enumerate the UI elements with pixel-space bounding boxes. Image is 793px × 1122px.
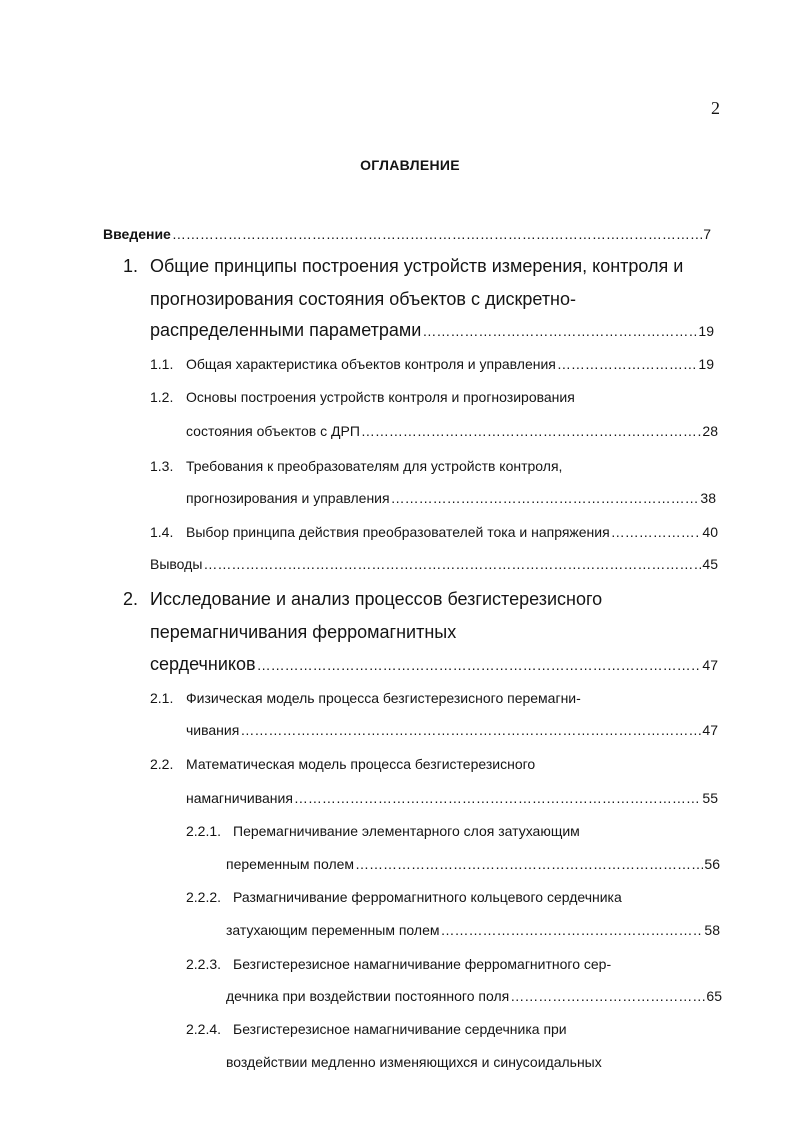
toc-entry-1-2[interactable] bbox=[186, 423, 718, 439]
toc-entry-conclusions[interactable] bbox=[150, 556, 718, 572]
dot-leader bbox=[361, 423, 702, 439]
toc-chapter-number: 1. bbox=[123, 256, 139, 276]
toc-subsection-number: 2.2.2. bbox=[186, 889, 222, 905]
toc-section-number: 1.4. bbox=[150, 524, 174, 540]
toc-chapter-number: 2. bbox=[123, 589, 139, 609]
toc-entry-line[interactable]: Безгистерезисное намагничивание сердечника при bbox=[233, 1021, 567, 1037]
toc-entry-label: Выбор принципа действия преобразователей тока и напряжения bbox=[186, 524, 610, 540]
toc-page-number: 40 bbox=[702, 524, 718, 540]
toc-entry-label: чивания bbox=[186, 722, 240, 738]
toc-entry-line[interactable]: Физическая модель процесса безгистерезисного перемагни- bbox=[186, 690, 581, 706]
toc-entry-line[interactable]: Требования к преобразователям для устройств контроля, bbox=[186, 458, 563, 474]
toc-page-number: 55 bbox=[702, 790, 718, 806]
toc-entry-label: затухающим переменным полем bbox=[226, 922, 440, 938]
dot-leader bbox=[355, 856, 703, 872]
toc-page-number: 19 bbox=[698, 356, 714, 372]
toc-subsection-number: 2.2.3. bbox=[186, 956, 222, 972]
dot-leader bbox=[240, 722, 701, 738]
toc-entry-chapter-2[interactable] bbox=[150, 654, 718, 675]
toc-chapter-line[interactable]: Исследование и анализ процессов безгистерезисного bbox=[150, 589, 603, 609]
toc-subsection-number: 2.2.1. bbox=[186, 823, 222, 839]
toc-entry-1-4[interactable] bbox=[186, 524, 718, 540]
toc-entry-label: дечника при воздействии постоянного поля bbox=[226, 988, 510, 1004]
toc-entry-1-3[interactable] bbox=[186, 490, 716, 506]
toc-entry-label: состояния объектов с ДРП bbox=[186, 423, 360, 439]
toc-section-number: 1.1. bbox=[150, 356, 174, 372]
dot-leader bbox=[510, 988, 705, 1004]
dot-leader bbox=[557, 356, 698, 372]
toc-page-number: 7 bbox=[703, 226, 711, 242]
toc-section-number: 1.3. bbox=[150, 458, 174, 474]
dot-leader bbox=[203, 556, 701, 572]
toc-page-number: 45 bbox=[702, 556, 718, 572]
toc-entry-label: намагничивания bbox=[186, 790, 293, 806]
toc-entry-label: прогнозирования и управления bbox=[186, 490, 390, 506]
toc-page-number: 56 bbox=[704, 856, 720, 872]
toc-entry-line[interactable]: Безгистерезисное намагничивание ферромагнитного сер- bbox=[233, 956, 612, 972]
toc-entry-chapter-1[interactable] bbox=[150, 320, 714, 341]
toc-section-number: 2.1. bbox=[150, 690, 174, 706]
toc-entry-line[interactable]: Математическая модель процесса безгистерезисного bbox=[186, 756, 536, 772]
toc-page-number: 28 bbox=[702, 423, 718, 439]
toc-entry-introduction[interactable] bbox=[103, 226, 711, 242]
toc-section-number: 2.2. bbox=[150, 756, 174, 772]
dot-leader bbox=[391, 490, 700, 506]
dot-leader bbox=[172, 226, 702, 242]
toc-entry-label: распределенными параметрами bbox=[150, 320, 422, 340]
toc-entry-label: сердечников bbox=[150, 654, 256, 674]
toc-entry-line[interactable]: Перемагничивание элементарного слоя затухающим bbox=[233, 823, 580, 839]
toc-page-number: 19 bbox=[698, 323, 714, 339]
toc-page-number: 58 bbox=[704, 922, 720, 938]
toc-entry-label: Общая характеристика объектов контроля и управления bbox=[186, 356, 556, 372]
toc-entry-label: переменным полем bbox=[226, 856, 355, 872]
toc-page-number: 38 bbox=[700, 490, 716, 506]
toc-entry-line[interactable]: Основы построения устройств контроля и прогнозирования bbox=[186, 389, 575, 405]
toc-page-number: 47 bbox=[702, 722, 718, 738]
toc-entry-label: Выводы bbox=[150, 556, 203, 572]
dot-leader bbox=[440, 922, 703, 938]
dot-leader bbox=[422, 323, 697, 339]
page-title: ОГЛАВЛЕНИЕ bbox=[360, 157, 460, 173]
toc-entry-line[interactable]: Размагничивание ферромагнитного кольцевого сердечника bbox=[233, 889, 622, 905]
toc-page-number: 47 bbox=[702, 657, 718, 673]
toc-entry-2-2[interactable] bbox=[186, 790, 718, 806]
toc-entry-2-2-3[interactable] bbox=[226, 988, 722, 1004]
toc-entry-2-2-2[interactable] bbox=[226, 922, 720, 938]
toc-chapter-line[interactable]: перемагничивания ферромагнитных bbox=[150, 622, 457, 642]
toc-entry-line[interactable]: воздействии медленно изменяющихся и синусоидальных bbox=[226, 1054, 602, 1070]
toc-subsection-number: 2.2.4. bbox=[186, 1021, 222, 1037]
dot-leader bbox=[611, 524, 702, 540]
toc-entry-label: Введение bbox=[103, 226, 171, 242]
toc-section-number: 1.2. bbox=[150, 389, 174, 405]
toc-chapter-line[interactable]: прогнозирования состояния объектов с дискретно- bbox=[150, 289, 577, 309]
toc-entry-2-2-1[interactable] bbox=[226, 856, 720, 872]
dot-leader bbox=[257, 657, 702, 673]
toc-entry-1-1[interactable] bbox=[186, 356, 714, 372]
toc-page-number: 65 bbox=[706, 988, 722, 1004]
toc-chapter-line[interactable]: Общие принципы построения устройств измерения, контроля и bbox=[150, 256, 684, 276]
page-number: 2 bbox=[711, 98, 720, 118]
toc-entry-2-1[interactable] bbox=[186, 722, 718, 738]
dot-leader bbox=[294, 790, 702, 806]
